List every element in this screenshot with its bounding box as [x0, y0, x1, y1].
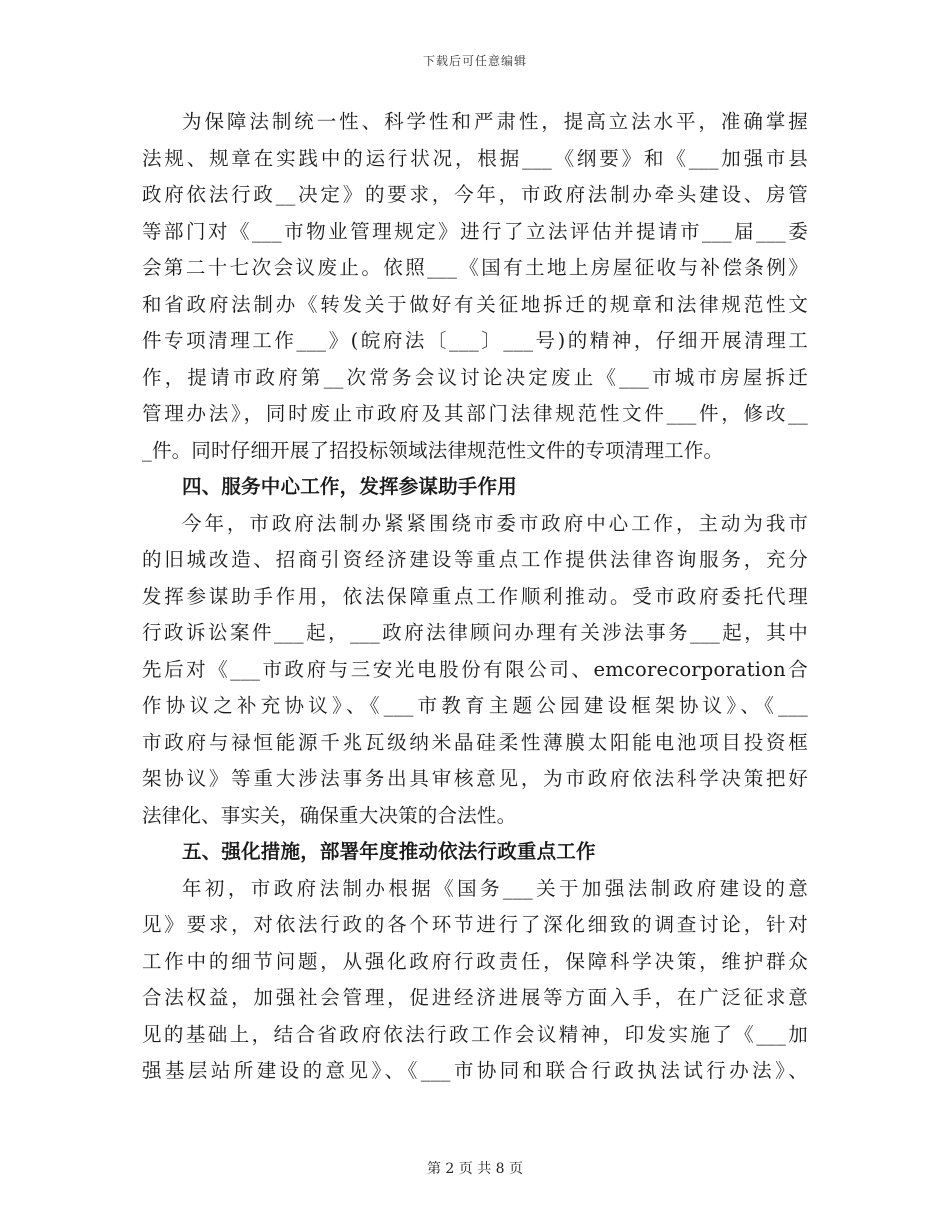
text-line: 会第二十七次会议废止。依照___《国有土地上房屋征收与补偿条例》	[142, 256, 808, 279]
text-line: _件。同时仔细开展了招投标领域法律规范性文件的专项清理工作。	[142, 438, 724, 462]
text-line: 发挥参谋助手作用，依法保障重点工作顺利推动。受市政府委托代理	[142, 584, 808, 608]
text-line: 政府依法行政__决定》的要求，今年，市政府法制办牵头建设、房管	[142, 183, 808, 206]
text-line: 和省政府法制办《转发关于做好有关征地拆迁的规章和法律规范性文	[142, 292, 808, 316]
section-heading: 四、服务中心工作，发挥参谋助手作用	[182, 475, 517, 498]
text-line: 合法权益，加强社会管理，促进经济进展等方面入手，在广泛征求意	[142, 986, 808, 1009]
text-line: 管理办法》，同时废止市政府及其部门法律规范性文件___件，修改__	[142, 402, 808, 425]
text-line: 见》要求，对依法行政的各个环节进行了深化细致的调查讨论，针对	[142, 913, 808, 936]
text-line: 工作中的细节问题，从强化政府行政责任，保障科学决策，维护群众	[142, 949, 808, 973]
text-line: 法规、规章在实践中的运行状况，根据___《纲要》和《___加强市县	[142, 146, 808, 170]
section-heading: 五、强化措施，部署年度推动依法行政重点工作	[182, 840, 596, 863]
text-line: 先后对《___市政府与三安光电股份有限公司、emcorecorporation合	[142, 657, 808, 681]
text-line: 的旧城改造、招商引资经济建设等重点工作提供法律咨询服务，充分	[142, 548, 808, 571]
text-line: 法律化、事实关，确保重大决策的合法性。	[142, 803, 517, 827]
text-line: 见的基础上，结合省政府依法行政工作会议精神，印发实施了《___加	[142, 1022, 808, 1046]
text-line: 架协议》等重大涉法事务出具审核意见，为市政府依法科学决策把好	[142, 767, 808, 790]
page-number-footer: 第 2 页 共 8 页	[426, 1161, 524, 1177]
text-line: 强基层站所建设的意见》、《___市协同和联合行政执法试行办法》、	[142, 1059, 808, 1082]
page-header-note: 下载后可任意编辑	[422, 54, 527, 68]
document-body	[142, 104, 808, 1090]
text-line: 为保障法制统一性、科学性和严肃性，提高立法水平，准确掌握	[182, 110, 808, 133]
text-line: 年初，市政府法制办根据《国务___关于加强法制政府建设的意	[182, 876, 808, 900]
text-line: 等部门对《___市物业管理规定》进行了立法评估并提请市___届___委	[142, 219, 808, 243]
text-line: 件专项清理工作___》(皖府法〔___〕___号)的精神，仔细开展清理工	[142, 329, 808, 352]
text-line: 作，提请市政府第__次常务会议讨论决定废止《___市城市房屋拆迁	[142, 365, 808, 389]
text-line: 行政诉讼案件___起，___政府法律顾问办理有关涉法事务___起，其中	[142, 621, 808, 644]
text-line: 今年，市政府法制办紧紧围绕市委市政府中心工作，主动为我市	[182, 511, 808, 535]
text-line: 市政府与禄恒能源千兆瓦级纳米晶硅柔性薄膜太阳能电池项目投资框	[142, 730, 808, 754]
text-line: 作协议之补充协议》、《___市教育主题公园建设框架协议》、《___	[142, 694, 808, 717]
